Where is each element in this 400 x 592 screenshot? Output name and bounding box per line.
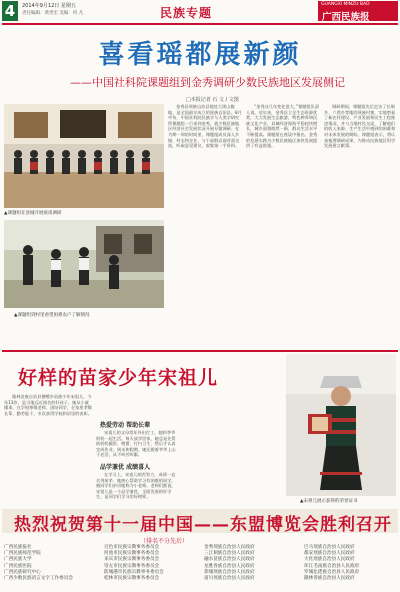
lead-column-2: “金秀这几年变化很大，”课题组负责人说。近年来，金秀县立足生态资源优势，大力发展生态旅游、特色种养和民族文化产业，县域经济保持平稳较快增长，城乡面貌焕然一新，群众生活水平不断提高。课题组在座谈中指出，金秀的发展实践为少数民族地区加快发展提供了有益借鉴。 [246, 104, 320, 149]
sponsor-list-2 [104, 545, 198, 582]
feature-portrait-photo [286, 354, 396, 496]
meeting-photo [4, 104, 164, 208]
lead-byline: □本报记者 石 文 / 文图 [186, 97, 239, 103]
lead-column-1: 金秀县瑶族自治县地处大瑶山腹地，是全国最早成立的瑶族自治县。8月中旬，中国社科院民族学与人类学研究所课题组一行来到金秀，就少数民族地区经济社会发展状况开展专题调研。在为期一周的时间里，课题组成员深入乡镇、村屯和企业，与干部群众面对面交流，听取意见建议，收集第一手资料。 [168, 104, 242, 149]
lead-headline: 喜看瑶都展新颜 [98, 40, 302, 70]
expo-banner-title: 热烈祝贺第十一届中国——东盟博览会胜利召开 [14, 515, 392, 535]
sponsor-item: 恭城瑶族自治县人民政府 [204, 569, 255, 575]
sponsor-item: 来宾市民族宗教事务委员会 [104, 557, 160, 563]
sponsor-item: 河池市民族宗教事务委员会 [104, 551, 160, 557]
header-rule [2, 23, 398, 25]
sponsor-list-4 [304, 545, 398, 582]
section-title: 民族专题 [160, 6, 213, 20]
sponsor-item: 桂林市民族宗教事务委员会 [104, 576, 160, 582]
meeting-photo-caption: ▲课题组在县城开展座谈调研 [4, 211, 62, 216]
expo-banner [2, 509, 398, 533]
section-divider [2, 350, 398, 352]
sponsor-item: 崇左市民族宗教事务委员会 [104, 563, 160, 569]
sponsor-item: 富川瑶族自治县人民政府 [204, 576, 255, 582]
sponsor-item: 都安瑶族自治县人民政府 [304, 551, 355, 557]
sponsor-list-1 [4, 545, 98, 582]
sponsor-item: 广西民族报社 [4, 545, 32, 550]
logo-english: GUANGXI MINZU BAO [321, 2, 370, 7]
sponsor-list-3 [204, 545, 298, 582]
date-line: 2014年9月12日 星期五 [22, 3, 76, 9]
editors-line: 责任编辑：黄世宏 美编：何 凡 [22, 11, 84, 16]
village-visit-photo [4, 220, 164, 308]
sponsor-item: 广西少数民族语言文字工作委员会 [4, 576, 73, 582]
sponsor-item: 防城港市民族宗教事务委员会 [104, 569, 164, 575]
feature-subheading-2: 品学兼优 成绩喜人 [100, 464, 151, 471]
page-header [0, 0, 400, 22]
sponsor-item: 融水苗族自治县人民政府 [204, 557, 255, 563]
sponsor-item: 大化瑶族自治县人民政府 [304, 557, 355, 563]
sponsor-item: 环江毛南族自治县人民政府 [304, 563, 360, 569]
sponsor-item: 广西民族师范学院 [4, 551, 41, 557]
portrait-photo-caption: ▲宋祖儿展示获得的荣誉证书 [300, 499, 358, 504]
sponsor-item: 隆林各族自治县人民政府 [304, 576, 355, 582]
sponsor-item: 百色市民族宗教事务委员会 [104, 545, 160, 550]
sponsor-item: 巴马瑶族自治县人民政府 [304, 545, 355, 550]
sponsor-item: 广西民族研究中心 [4, 569, 41, 575]
feature-column-2: 宋祖儿的父母常年外出打工，她和爷爷奶奶一起生活。每天放学回家，她总是先帮助奶奶做饭、喂猪、打扫卫生，然后才认真完成作业。周末和假期，她还跟着爷爷上山干农活，从不叫苦叫累。 [96, 430, 176, 458]
sponsor-order-note: （排名不分先后） [140, 538, 189, 545]
sponsor-item: 罗城仫佬族自治县人民政府 [304, 569, 360, 575]
visit-photo-caption: ▲课题组到村里看望困难农户了解情况 [14, 313, 90, 318]
logo-chinese: 广西民族报 [322, 12, 370, 23]
lead-column-3: 调研期间，课题组先后走访了长垌乡、六巷乡等地的瑶族村寨，实地察看了新农村建设、产业发展和民生工程推进情况，并与当地村民交谈，了解他们的收入来源、生产生活中遇到的困难和对未来发展的期盼。课题组表示，将认真梳理调研成果，为推动民族地区科学发展建言献策。 [324, 104, 396, 149]
sponsor-item: 三江侗族自治县人民政府 [204, 551, 255, 557]
feature-column-3: 在学习上，宋祖儿刻苦努力，成绩一直名列前茅。她热心帮助学习有困难的同学，被同学们亲切地称为小老师。老师们都说，宋祖儿是一个品学兼优、全面发展的好学生，是同学们学习的好榜样。 [96, 472, 176, 500]
sponsor-item: 广西民族医院 [4, 563, 32, 569]
feature-column-1: 隆林各族自治县德峨乡苗族少年宋祖儿，今年13岁，是当地远近闻名的好孩子。她从小就懂事，在学校尊敬老师、团结同学，在家里孝敬长辈、勤劳能干，多次获得学校和县里的表彰。 [4, 394, 92, 416]
sponsor-item: 龙胜各族自治县人民政府 [204, 563, 255, 569]
sponsor-item: 广西民族大学 [4, 557, 32, 563]
feature-subheading-1: 热爱劳动 帮助长辈 [100, 422, 151, 429]
lead-subhead: ——中国社科院课题组到金秀调研少数民族地区发展侧记 [70, 76, 345, 89]
feature-title: 好样的苗家少年宋祖儿 [18, 367, 219, 389]
page-number: 4 [2, 1, 18, 21]
sponsor-item: 金秀瑶族自治县人民政府 [204, 545, 255, 550]
masthead-logo [318, 1, 398, 21]
